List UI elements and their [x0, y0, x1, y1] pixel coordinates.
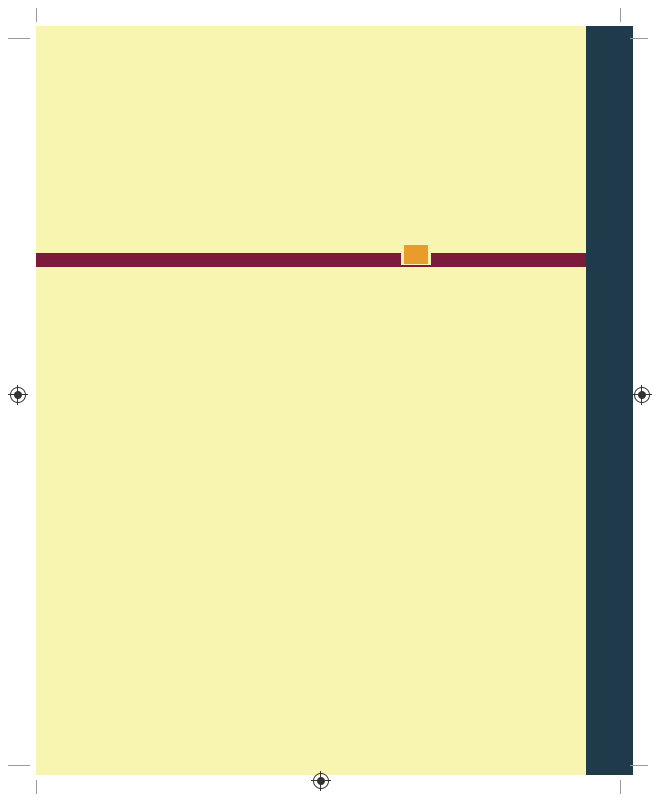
crop-mark: [8, 38, 30, 39]
page-background: [36, 26, 586, 775]
sidebar-url[interactable]: [600, 260, 620, 550]
crop-mark: [36, 780, 37, 794]
crop-mark: [630, 765, 648, 766]
registration-mark-icon: [634, 387, 650, 403]
homework-logo-icon: [401, 242, 431, 265]
crop-mark: [36, 8, 37, 22]
crop-mark: [620, 780, 621, 794]
section-banner: [36, 253, 586, 267]
registration-mark-icon: [10, 387, 26, 403]
registration-mark-icon: [313, 773, 329, 789]
crop-mark: [8, 765, 30, 766]
crop-mark: [630, 38, 648, 39]
crop-mark: [620, 8, 621, 22]
